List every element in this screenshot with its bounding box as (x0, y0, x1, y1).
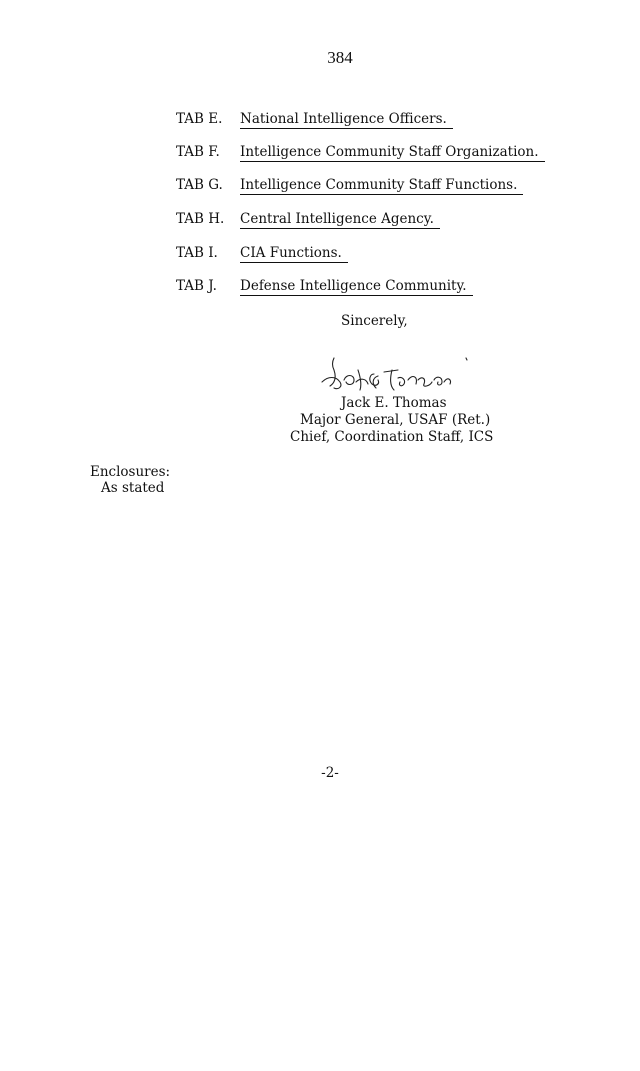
tab-item (176, 278, 473, 296)
signer-name: Jack E. Thomas (341, 395, 447, 411)
tab-item (176, 111, 453, 129)
tab-title: Intelligence Community Staff Organization. (240, 144, 545, 162)
tab-item (176, 211, 440, 229)
enclosures-label: Enclosures: (90, 464, 171, 480)
tab-code: TAB H. (176, 211, 225, 227)
signer-title: Chief, Coordination Staff, ICS (290, 429, 494, 445)
tab-code: TAB I. (176, 245, 218, 261)
tab-item (176, 144, 545, 162)
tab-title: National Intelligence Officers. (240, 111, 453, 129)
closing: Sincerely, (341, 313, 408, 329)
enclosures-value: As stated (101, 480, 165, 496)
page-number: 384 (327, 48, 353, 67)
tab-item (176, 245, 348, 263)
tab-item (176, 177, 523, 195)
tab-code: TAB J. (176, 278, 217, 294)
tab-title: Intelligence Community Staff Functions. (240, 177, 523, 195)
tab-title: CIA Functions. (240, 245, 348, 263)
tab-code: TAB F. (176, 144, 220, 160)
tab-title: Central Intelligence Agency. (240, 211, 440, 229)
tab-code: TAB E. (176, 111, 223, 127)
tab-code: TAB G. (176, 177, 223, 193)
tab-title: Defense Intelligence Community. (240, 278, 473, 296)
signer-rank: Major General, USAF (Ret.) (300, 412, 491, 428)
footer-page-number: -2- (321, 765, 339, 781)
